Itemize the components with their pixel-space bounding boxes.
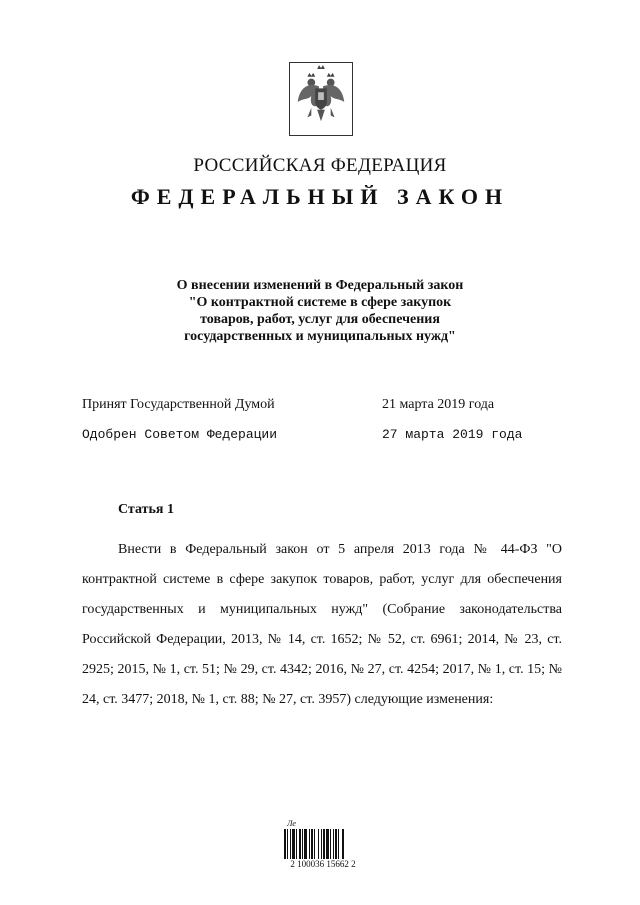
barcode-bar bbox=[302, 829, 303, 859]
double-headed-eagle-icon bbox=[290, 63, 352, 135]
barcode-bar bbox=[333, 829, 334, 859]
barcode-bar bbox=[338, 829, 339, 859]
approval-council-row bbox=[82, 427, 523, 442]
barcode-bar bbox=[299, 829, 301, 859]
barcode-bar bbox=[318, 829, 319, 859]
law-title-line: государственных и муниципальных нужд" bbox=[184, 329, 456, 344]
adoption-duma-label: Принят Государственной Думой bbox=[82, 397, 275, 412]
country-name: РОССИЙСКАЯ ФЕДЕРАЦИЯ bbox=[193, 155, 447, 176]
law-title-line: "О контрактной системе в сфере закупок bbox=[188, 295, 452, 310]
approval-council-date: 27 марта 2019 года bbox=[382, 427, 523, 442]
document-type: ФЕДЕРАЛЬНЫЙ ЗАКОН bbox=[130, 184, 510, 209]
barcode-bar bbox=[323, 829, 325, 859]
barcode-bar bbox=[290, 829, 291, 859]
law-title-line: товаров, работ, услуг для обеспечения bbox=[200, 312, 440, 327]
barcode-bar bbox=[330, 829, 331, 859]
barcode-bar bbox=[321, 829, 322, 859]
barcode-bar bbox=[309, 829, 310, 859]
barcode-bar bbox=[284, 829, 286, 859]
barcode-bars bbox=[283, 829, 363, 859]
barcode-number: 2 100036 15662 2 bbox=[290, 859, 356, 869]
barcode-bar bbox=[304, 829, 307, 859]
barcode-bar bbox=[326, 829, 329, 859]
barcode-bar bbox=[296, 829, 297, 859]
barcode-bar bbox=[314, 829, 315, 859]
coat-of-arms-emblem bbox=[289, 62, 353, 136]
barcode-bar bbox=[287, 829, 288, 859]
article-heading: Статья 1 bbox=[118, 502, 174, 517]
law-title-line: О внесении изменений в Федеральный закон bbox=[176, 278, 464, 293]
barcode-bar bbox=[335, 829, 337, 859]
approval-council-label: Одобрен Советом Федерации bbox=[82, 427, 278, 442]
article-body: Внести в Федеральный закон от 5 апреля 2013 года № 44-ФЗ "О контрактной системе в сфере закупок товаров, работ, услуг для обеспечения государственных и муниципальных нужд" (Собрание законодательства Российской Федерации, 2013, № 14, ст. 1652; № 52, ст. 6961; 2014, № 23, ст. 2925; 2015, № 1, ст. 51; № 29, ст. 4342; 2016, № 27, ст. 4254; 2017, № 1, ст. 15; № 24, ст. 3477; 2018, № 1, ст. 88; № 27, ст. 3957) следующие изменения: bbox=[82, 542, 562, 707]
barcode-bar bbox=[342, 829, 344, 859]
barcode-bar bbox=[292, 829, 295, 859]
adoption-duma-row bbox=[82, 397, 495, 413]
adoption-duma-date: 21 марта 2019 года bbox=[382, 397, 495, 412]
barcode bbox=[283, 819, 363, 879]
barcode-bar bbox=[311, 829, 313, 859]
law-title bbox=[0, 277, 640, 345]
signature-mark-icon: Ле bbox=[287, 819, 296, 828]
